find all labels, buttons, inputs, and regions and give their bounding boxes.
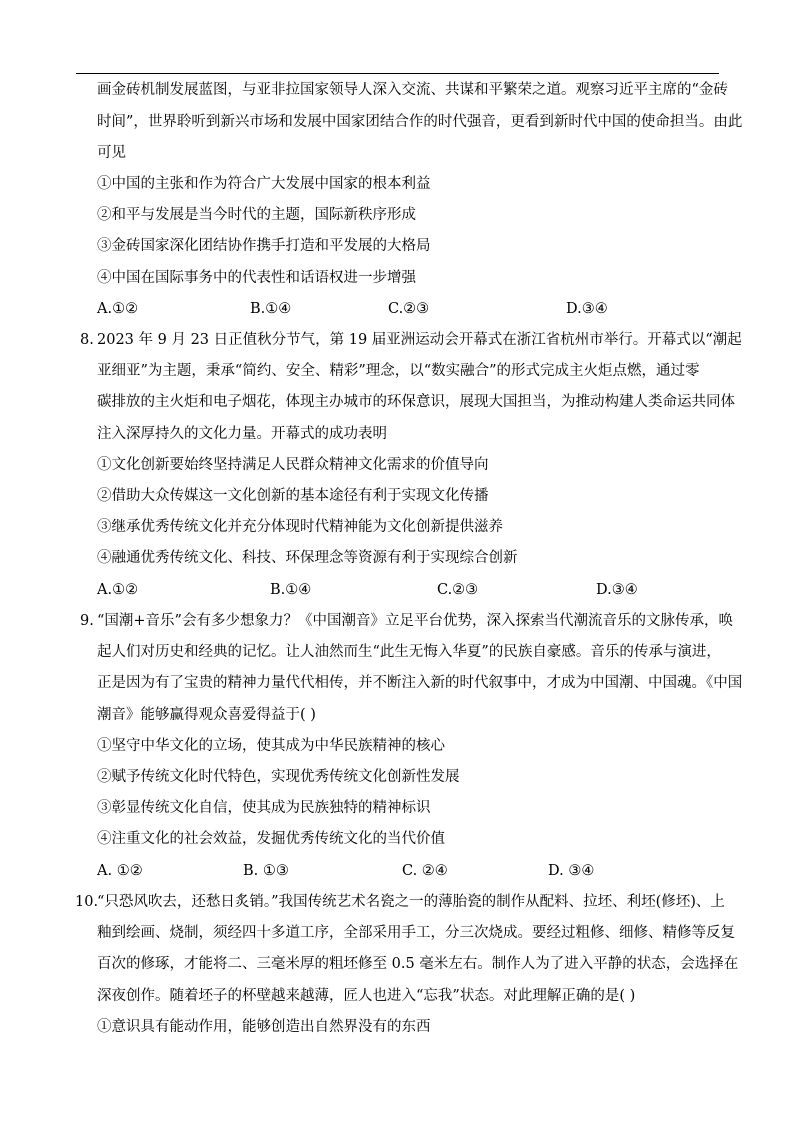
q8-stem-line: 碳排放的主火炬和电子烟花，体现主办城市的环保意识，展现大国担当，为推动构建人类命运共同体 — [97, 394, 735, 410]
q7-item: ④中国在国际事务中的代表性和话语权进一步增强 — [97, 270, 416, 286]
q8-option-b: B.①④ — [270, 582, 312, 598]
q10-item: ①意识具有能动作用，能够创造出自然界没有的东西 — [97, 1019, 431, 1035]
q7-option-a: A.①② — [97, 301, 139, 317]
q9-item: ①坚守中华文化的立场，使其成为中华民族精神的核心 — [97, 738, 445, 754]
q10-stem-line: 百次的修琢，才能将二、三毫米厚的粗坯修至 0.5 毫米左右。制作人为了进入平静的状态，会选择在 — [97, 956, 739, 972]
q9-option-b: B. ①③ — [243, 863, 289, 879]
q8-stem-line: 注入深厚持久的文化力量。开幕式的成功表明 — [97, 426, 387, 442]
q8-item: ④融通优秀传统文化、科技、环保理念等资源有利于实现综合创新 — [97, 550, 518, 566]
header-rule — [76, 73, 719, 74]
q8-item: ②借助大众传媒这一文化创新的基本途径有利于实现文化传播 — [97, 488, 489, 504]
q7-option-b: B.①④ — [250, 301, 292, 317]
q9-option-c: C. ②④ — [402, 863, 448, 879]
q7-stem-line: 可见 — [97, 145, 126, 161]
q9-option-a: A. ①② — [97, 863, 143, 879]
q7-item: ②和平与发展是当今时代的主题，国际新秩序形成 — [97, 207, 416, 223]
q10-stem-line: “只恐风吹去，还愁日炙销。”我国传统艺术名瓷之一的薄胎瓷的制作从配料、拉坯、利坯(修坯)、上 — [97, 894, 725, 910]
q8-option-d: D.③④ — [596, 582, 638, 598]
q8-number: 8. — [80, 332, 94, 348]
q9-stem-line: 潮音》能够赢得观众喜爱得益于( ) — [97, 707, 316, 723]
q9-option-d: D. ③④ — [548, 863, 595, 879]
q7-item: ①中国的主张和作为符合广大发展中国家的根本利益 — [97, 176, 431, 192]
q8-stem-line: 2023 年 9 月 23 日正值秋分节气，第 19 届亚洲运动会开幕式在浙江省杭州市举行。开幕式以“潮起 — [97, 332, 742, 348]
q8-option-a: A.①② — [97, 582, 139, 598]
q10-stem-line: 深夜创作。随着坯子的杯壁越来越薄，匠人也进入“忘我”状态。对此理解正确的是( ) — [97, 988, 636, 1004]
q10-stem-line: 釉到绘画、烧制，须经四十多道工序，全部采用手工，分三次烧成。要经过粗修、细修、精修等反复 — [97, 925, 735, 941]
q7-stem-line: 时间”，世界聆听到新兴市场和发展中国家团结合作的时代强音，更看到新时代中国的使命担当。由此 — [97, 114, 743, 130]
q7-option-c: C.②③ — [388, 301, 430, 317]
q9-item: ③彰显传统文化自信，使其成为民族独特的精神标识 — [97, 800, 431, 816]
q8-option-c: C.②③ — [437, 582, 479, 598]
q10-number: 10. — [75, 894, 99, 910]
q9-stem-line: 正是因为有了宝贵的精神力量代代相传，并不断注入新的时代叙事中，才成为中国潮、中国魂。《中国 — [97, 675, 743, 691]
q9-stem-line: “国潮+音乐”会有多少想象力？《中国潮音》立足平台优势，深入探索当代潮流音乐的文脉传承，唤 — [97, 613, 733, 629]
q9-stem-line: 起人们对历史和经典的记忆。让人油然而生“此生无悔入华夏”的民族自豪感。音乐的传承与演进， — [97, 644, 721, 660]
q7-stem-line: 画金砖机制发展蓝图，与亚非拉国家领导人深入交流、共谋和平繁荣之道。观察习近平主席的“金砖 — [97, 82, 728, 98]
q9-item: ④注重文化的社会效益，发掘优秀传统文化的当代价值 — [97, 831, 445, 847]
q7-option-d: D.③④ — [566, 301, 608, 317]
q8-stem-line: 亚细亚”为主题，秉承“简约、安全、精彩”理念，以“数实融合”的形式完成主火炬点燃，通过零 — [97, 363, 700, 379]
q9-item: ②赋予传统文化时代特色，实现优秀传统文化创新性发展 — [97, 769, 460, 785]
q8-item: ③继承优秀传统文化并充分体现时代精神能为文化创新提供滋养 — [97, 519, 503, 535]
q7-item: ③金砖国家深化团结协作携手打造和平发展的大格局 — [97, 238, 431, 254]
q8-item: ①文化创新要始终坚持满足人民群众精神文化需求的价值导向 — [97, 457, 489, 473]
q9-number: 9. — [80, 613, 94, 629]
